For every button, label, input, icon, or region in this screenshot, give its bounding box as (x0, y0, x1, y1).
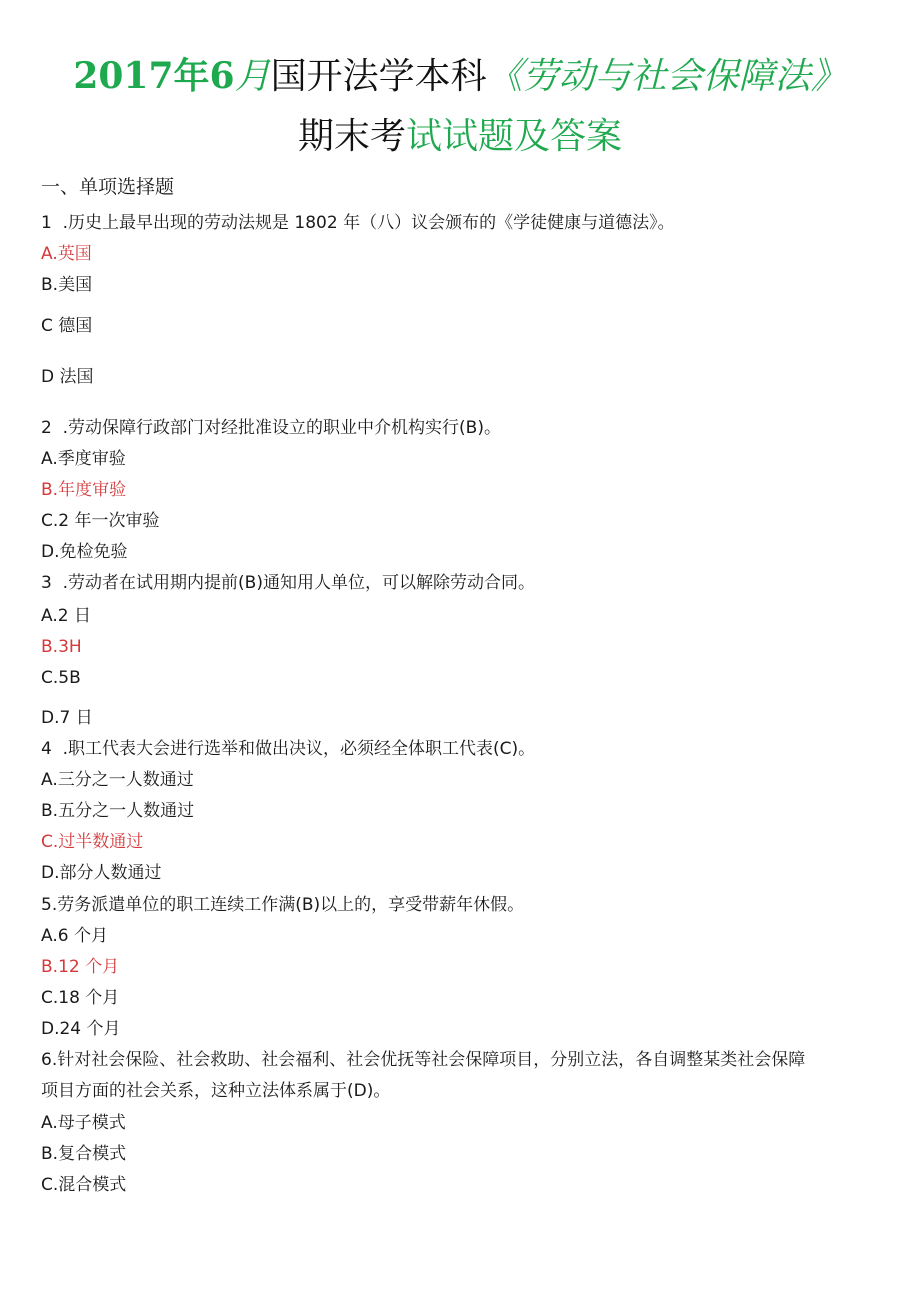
title-month: 6 (209, 55, 235, 97)
question-4-option-a: A.三分之一人数通过 (41, 770, 194, 790)
question-2-option-d: D.免检免验 (41, 542, 128, 562)
title-mid: 国开法学本科 (270, 56, 487, 97)
title-book: 《劳动与社会保障法》 (486, 56, 847, 97)
question-5-option-b: B.12 个月 (41, 957, 120, 977)
question-3-option-a: A.2 日 (41, 606, 91, 626)
question-5-option-a: A.6 个月 (41, 926, 108, 946)
question-4-option-b: B.五分之一人数通过 (41, 801, 195, 821)
title-yue: 月 (234, 56, 271, 97)
question-3-option-b: B.3H (41, 637, 82, 657)
title-line2-black: 期末考 (297, 116, 406, 157)
question-1-option-b: B.美国 (41, 275, 93, 295)
question-6-option-b: B.复合模式 (41, 1144, 127, 1164)
question-1-option-c: C 德国 (41, 316, 93, 336)
title-line2-green: 试试题及答案 (406, 116, 623, 157)
question-4-stem: 4 .职工代表大会进行选举和做出决议，必须经全体职工代表(C)。 (41, 739, 536, 759)
question-3-stem: 3 .劳动者在试用期内提前(B)通知用人单位，可以解除劳动合同。 (41, 573, 535, 593)
question-5-option-c: C.18 个月 (41, 988, 120, 1008)
title-year: 2017 (73, 55, 174, 97)
question-4-option-c: C.过半数通过 (41, 832, 144, 852)
question-2-stem: 2 .劳动保障行政部门对经批准设立的职业中介机构实行(B)。 (41, 418, 501, 438)
question-2-option-a: A.季度审验 (41, 449, 126, 469)
question-2-option-b: B.年度审验 (41, 480, 127, 500)
question-4-option-d: D.部分人数通过 (41, 863, 162, 883)
question-5-stem: 5.劳务派遣单位的职工连续工作满(B)以上的，享受带薪年休假。 (41, 895, 525, 915)
question-3-option-c: C.5B (41, 668, 81, 688)
question-1-option-a: A.英国 (41, 244, 92, 264)
question-6-option-c: C.混合模式 (41, 1175, 127, 1195)
document-title-line-2 (0, 115, 920, 159)
question-1-stem: 1 .历史上最早出现的劳动法规是 1802 年（八）议会颁布的《学徒健康与道德法》。 (41, 213, 675, 233)
question-1-option-d: D 法国 (41, 367, 94, 387)
section-heading: 一、单项选择题 (41, 176, 175, 198)
question-5-option-d: D.24 个月 (41, 1019, 121, 1039)
question-2-option-c: C.2 年一次审验 (41, 511, 160, 531)
question-6-stem-line-2: 项目方面的社会关系，这种立法体系属于(D)。 (41, 1081, 391, 1101)
title-nian: 年 (173, 56, 210, 97)
document-title-line-1 (0, 54, 920, 99)
question-6-stem-line-1: 6.针对社会保险、社会救助、社会福利、社会优抚等社会保障项目，分别立法，各自调整某类社会保障 (41, 1050, 806, 1070)
question-6-option-a: A.母子模式 (41, 1113, 126, 1133)
question-3-option-d: D.7 日 (41, 708, 93, 728)
